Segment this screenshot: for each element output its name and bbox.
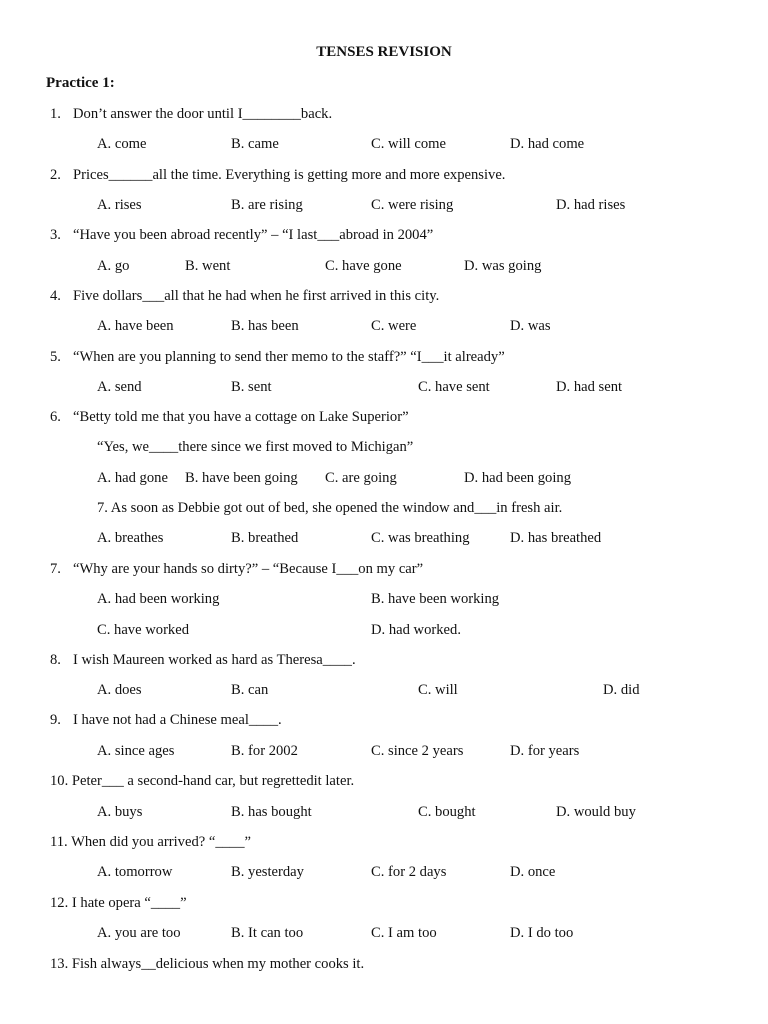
option-a: A. buys	[97, 804, 143, 820]
option-c: C. I am too	[371, 925, 437, 941]
option-b: B. went	[185, 258, 231, 274]
option-c: C. were	[371, 318, 417, 334]
question-number: 5.	[50, 349, 61, 365]
option-d: D. was	[510, 318, 551, 334]
question-text: “When are you planning to send ther memo to the staff?” “I___it already”	[73, 349, 505, 365]
option-b: B. sent	[231, 379, 272, 395]
option-a: A. come	[97, 136, 147, 152]
option-b: B. can	[231, 682, 269, 698]
option-c: C. bought	[418, 804, 476, 820]
option-c: C. for 2 days	[371, 864, 447, 880]
option-a: A. since ages	[97, 743, 175, 759]
question-text: I have not had a Chinese meal____.	[73, 712, 282, 728]
option-d: D. has breathed	[510, 530, 602, 546]
question-text: 13. Fish always__delicious when my mother cooks it.	[50, 956, 365, 972]
option-c: C. will	[418, 682, 458, 698]
option-c: C. were rising	[371, 197, 454, 213]
question-text: Five dollars___all that he had when he first arrived in this city.	[73, 288, 440, 304]
question-number: 3.	[50, 227, 61, 243]
option-b: B. for 2002	[231, 743, 298, 759]
question-text: Prices______all the time. Everything is getting more and more expensive.	[73, 167, 506, 183]
question-text-continued: “Yes, we____there since we first moved to Michigan”	[97, 439, 414, 455]
question-text: “Betty told me that you have a cottage on Lake Superior”	[73, 409, 409, 425]
option-d: D. had rises	[556, 197, 626, 213]
question-text: “Have you been abroad recently” – “I last___abroad in 2004”	[73, 227, 434, 243]
option-d: D. had come	[510, 136, 585, 152]
question-number: 1.	[50, 106, 61, 122]
question-text: 10. Peter___ a second-hand car, but regrettedit later.	[50, 773, 355, 789]
option-b: B. are rising	[231, 197, 303, 213]
option-a: A. go	[97, 258, 130, 274]
question-number: 6.	[50, 409, 61, 425]
option-c: C. are going	[325, 470, 397, 486]
question-number: 9.	[50, 712, 61, 728]
option-c: C. have sent	[418, 379, 490, 395]
practice-heading: Practice 1:	[46, 75, 115, 91]
option-a: A. tomorrow	[97, 864, 173, 880]
option-d: D. did	[603, 682, 640, 698]
question-number: 8.	[50, 652, 61, 668]
option-c: C. since 2 years	[371, 743, 464, 759]
option-c: C. will come	[371, 136, 446, 152]
option-c: C. was breathing	[371, 530, 470, 546]
question-text: 12. I hate opera “____”	[50, 895, 187, 911]
option-c: C. have gone	[325, 258, 402, 274]
option-b: B. It can too	[231, 925, 304, 941]
option-d: D. I do too	[510, 925, 574, 941]
option-a: A. have been	[97, 318, 174, 334]
option-d: D. had worked.	[371, 622, 461, 638]
option-a: A. had gone	[97, 470, 168, 486]
question-text: Don’t answer the door until I________back.	[73, 106, 333, 122]
option-b: B. came	[231, 136, 279, 152]
question-text: I wish Maureen worked as hard as Theresa____.	[73, 652, 356, 668]
page-title: TENSES REVISION	[316, 44, 452, 60]
option-d: D. once	[510, 864, 556, 880]
option-c: C. have worked	[97, 622, 189, 638]
option-b: B. breathed	[231, 530, 299, 546]
option-a: A. you are too	[97, 925, 181, 941]
option-d: D. would buy	[556, 804, 636, 820]
option-a: A. rises	[97, 197, 142, 213]
option-b: B. have been going	[185, 470, 298, 486]
option-b: B. has been	[231, 318, 299, 334]
question-text: “Why are your hands so dirty?” – “Because I___on my car”	[73, 561, 424, 577]
option-d: D. was going	[464, 258, 542, 274]
question-number: 7.	[50, 561, 61, 577]
option-a: A. send	[97, 379, 142, 395]
option-a: A. does	[97, 682, 142, 698]
question-number: 4.	[50, 288, 61, 304]
option-a: A. had been working	[97, 591, 220, 607]
question-text: 11. When did you arrived? “____”	[50, 834, 252, 850]
option-d: D. had been going	[464, 470, 571, 486]
option-d: D. had sent	[556, 379, 623, 395]
option-d: D. for years	[510, 743, 580, 759]
question-number: 2.	[50, 167, 61, 183]
question-text: 7. As soon as Debbie got out of bed, she opened the window and___in fresh air.	[97, 500, 563, 516]
option-b: B. yesterday	[231, 864, 304, 880]
option-b: B. have been working	[371, 591, 500, 607]
option-a: A. breathes	[97, 530, 164, 546]
option-b: B. has bought	[231, 804, 312, 820]
